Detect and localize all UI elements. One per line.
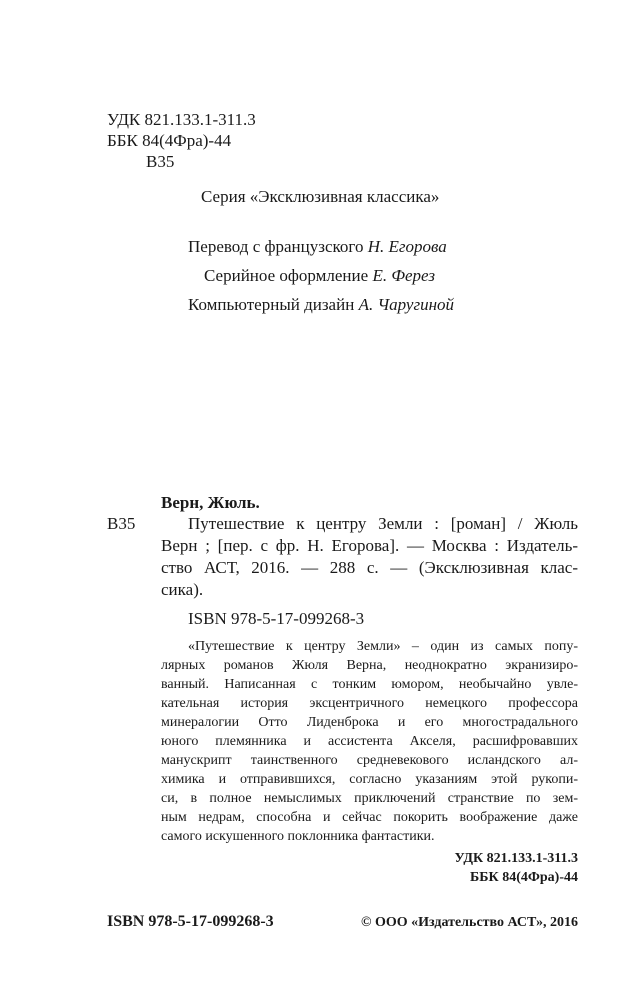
annotation-line: ванный. Написанная с тонким юмором, необычайно увле- — [161, 677, 578, 692]
author-mark: В35 — [146, 152, 175, 171]
catalog-line: сика). — [161, 580, 204, 599]
computer-designer-name: А. Чаругиной — [358, 295, 455, 314]
catalog-line: Верн ; [пер. с фр. Н. Егорова]. — Москва : Издатель- — [161, 536, 578, 555]
annotation-line: ным недрам, способна и сейчас покорить воображение даже — [161, 810, 578, 825]
design-credit — [204, 265, 435, 286]
catalog-author-heading: Верн, Жюль. — [161, 493, 260, 512]
annotation-line: кательная история эксцентричного немецкого профессора — [161, 696, 578, 711]
annotation-line: химика и отправившихся, согласно указаниям этой рукопи- — [161, 772, 578, 787]
annotation-line: «Путешествие к центру Земли» – один из самых попу- — [188, 639, 578, 654]
catalog-author-mark: В35 — [107, 514, 136, 533]
annotation-line: минералогии Отто Лиденброка и его многострадального — [161, 715, 578, 730]
udk-code: УДК 821.133.1-311.3 — [107, 110, 256, 129]
translation-credit — [188, 236, 447, 257]
computer-design-label: Компьютерный дизайн — [188, 295, 355, 314]
bbk-code: ББК 84(4Фра)-44 — [107, 131, 232, 150]
series-title: Серия «Эксклюзивная классика» — [201, 187, 440, 206]
annotation-line: лярных романов Жюля Верна, неоднократно экранизиро- — [161, 658, 578, 673]
annotation-line: си, в полное немыслимых приключений странствие по зем- — [161, 791, 578, 806]
catalog-isbn: ISBN 978-5-17-099268-3 — [188, 609, 365, 628]
catalog-line: ство АСТ, 2016. — 288 с. — (Эксклюзивная клас- — [161, 558, 578, 577]
computer-design-credit — [188, 294, 454, 315]
annotation-udk-code: УДК 821.133.1-311.3 — [454, 851, 578, 866]
annotation-bbk-code: ББК 84(4Фра)-44 — [470, 870, 578, 885]
translation-label: Перевод с французского — [188, 237, 364, 256]
copyright-notice: © ООО «Издательство АСТ», 2016 — [360, 915, 578, 930]
footer-isbn: ISBN 978-5-17-099268-3 — [107, 913, 274, 930]
annotation-line: юного племянника и ассистента Акселя, расшифровавших — [161, 734, 578, 749]
translator-name: Н. Егорова — [367, 237, 447, 256]
annotation-line: самого искушенного поклонника фантастики. — [161, 829, 435, 844]
designer-name: Е. Ферез — [372, 266, 435, 285]
annotation-line: манускрипт таинственного средневекового исландского ал- — [161, 753, 578, 768]
catalog-line: Путешествие к центру Земли : [роман] / Жюль — [188, 514, 578, 533]
design-label: Серийное оформление — [204, 266, 369, 285]
